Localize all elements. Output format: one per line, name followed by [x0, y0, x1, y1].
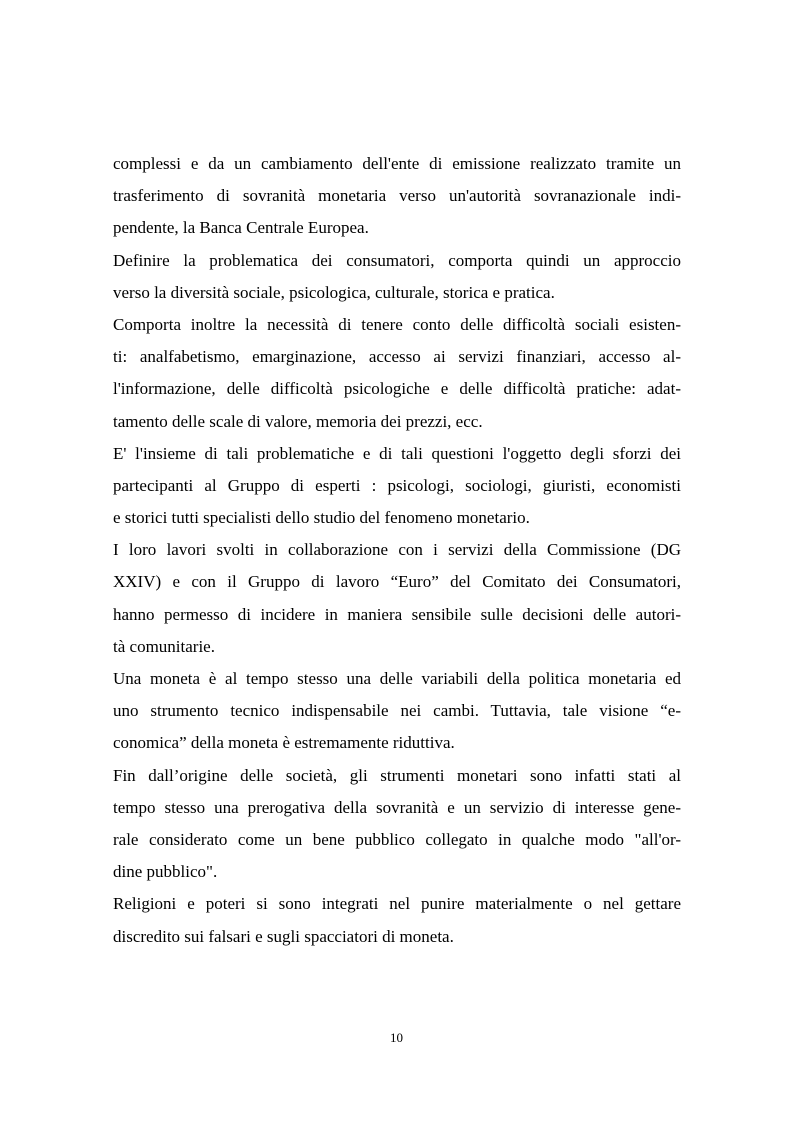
paragraph	[113, 888, 681, 952]
paragraph	[113, 760, 681, 889]
text-line: ti: analfabetismo, emarginazione, accesso ai servizi finanziari, accesso al-	[113, 347, 681, 367]
text-line: partecipanti al Gruppo di esperti : psicologi, sociologi, giuristi, economisti	[113, 475, 681, 495]
text-line: uno strumento tecnico indispensabile nei cambi. Tuttavia, tale visione “e-	[113, 701, 681, 721]
text-line: tempo stesso una prerogativa della sovranità e un servizio di interesse gene-	[113, 797, 681, 817]
text-line: tamento delle scale di valore, memoria dei prezzi, ecc.	[113, 411, 483, 431]
text-line: conomica” della moneta è estremamente riduttiva.	[113, 733, 455, 753]
paragraph	[113, 534, 681, 663]
text-line: dine pubblico".	[113, 862, 218, 882]
paragraph	[113, 309, 681, 438]
document-body	[113, 148, 681, 953]
text-line: discredito sui falsari e sugli spacciatori di moneta.	[113, 926, 454, 946]
paragraph	[113, 245, 681, 309]
text-line: Religioni e poteri si sono integrati nel punire materialmente o nel gettare	[113, 894, 681, 914]
text-line: complessi e da un cambiamento dell'ente di emissione realizzato tramite un	[113, 154, 681, 173]
text-line: tà comunitarie.	[113, 636, 215, 656]
text-line: rale considerato come un bene pubblico collegato in qualche modo "all'or-	[113, 829, 681, 849]
text-line: Definire la problematica dei consumatori, comporta quindi un approccio	[113, 250, 681, 270]
text-line: pendente, la Banca Centrale Europea.	[113, 218, 369, 238]
text-line: verso la diversità sociale, psicologica, culturale, storica e pratica.	[113, 282, 555, 302]
text-line: trasferimento di sovranità monetaria verso un'autorità sovranazionale indi-	[113, 186, 681, 206]
paragraph	[113, 663, 681, 760]
text-line: Comporta inoltre la necessità di tenere conto delle difficoltà sociali esisten-	[113, 314, 681, 334]
text-line: E' l'insieme di tali problematiche e di tali questioni l'oggetto degli sforzi dei	[113, 443, 681, 463]
text-line: Fin dall’origine delle società, gli strumenti monetari sono infatti stati al	[113, 765, 681, 785]
paragraph	[113, 148, 681, 245]
text-line: Una moneta è al tempo stesso una delle variabili della politica monetaria ed	[113, 669, 681, 688]
text-line: l'informazione, delle difficoltà psicologiche e delle difficoltà pratiche: adat-	[113, 379, 681, 399]
text-line: e storici tutti specialisti dello studio del fenomeno monetario.	[113, 508, 530, 528]
text-line: hanno permesso di incidere in maniera sensibile sulle decisioni delle autori-	[113, 604, 681, 624]
text-line: I loro lavori svolti in collaborazione con i servizi della Commissione (DG	[113, 540, 681, 560]
page-number: 10	[390, 1030, 403, 1045]
paragraph	[113, 438, 681, 535]
text-line: XXIV) e con il Gruppo di lavoro “Euro” del Comitato dei Consumatori,	[113, 572, 681, 592]
